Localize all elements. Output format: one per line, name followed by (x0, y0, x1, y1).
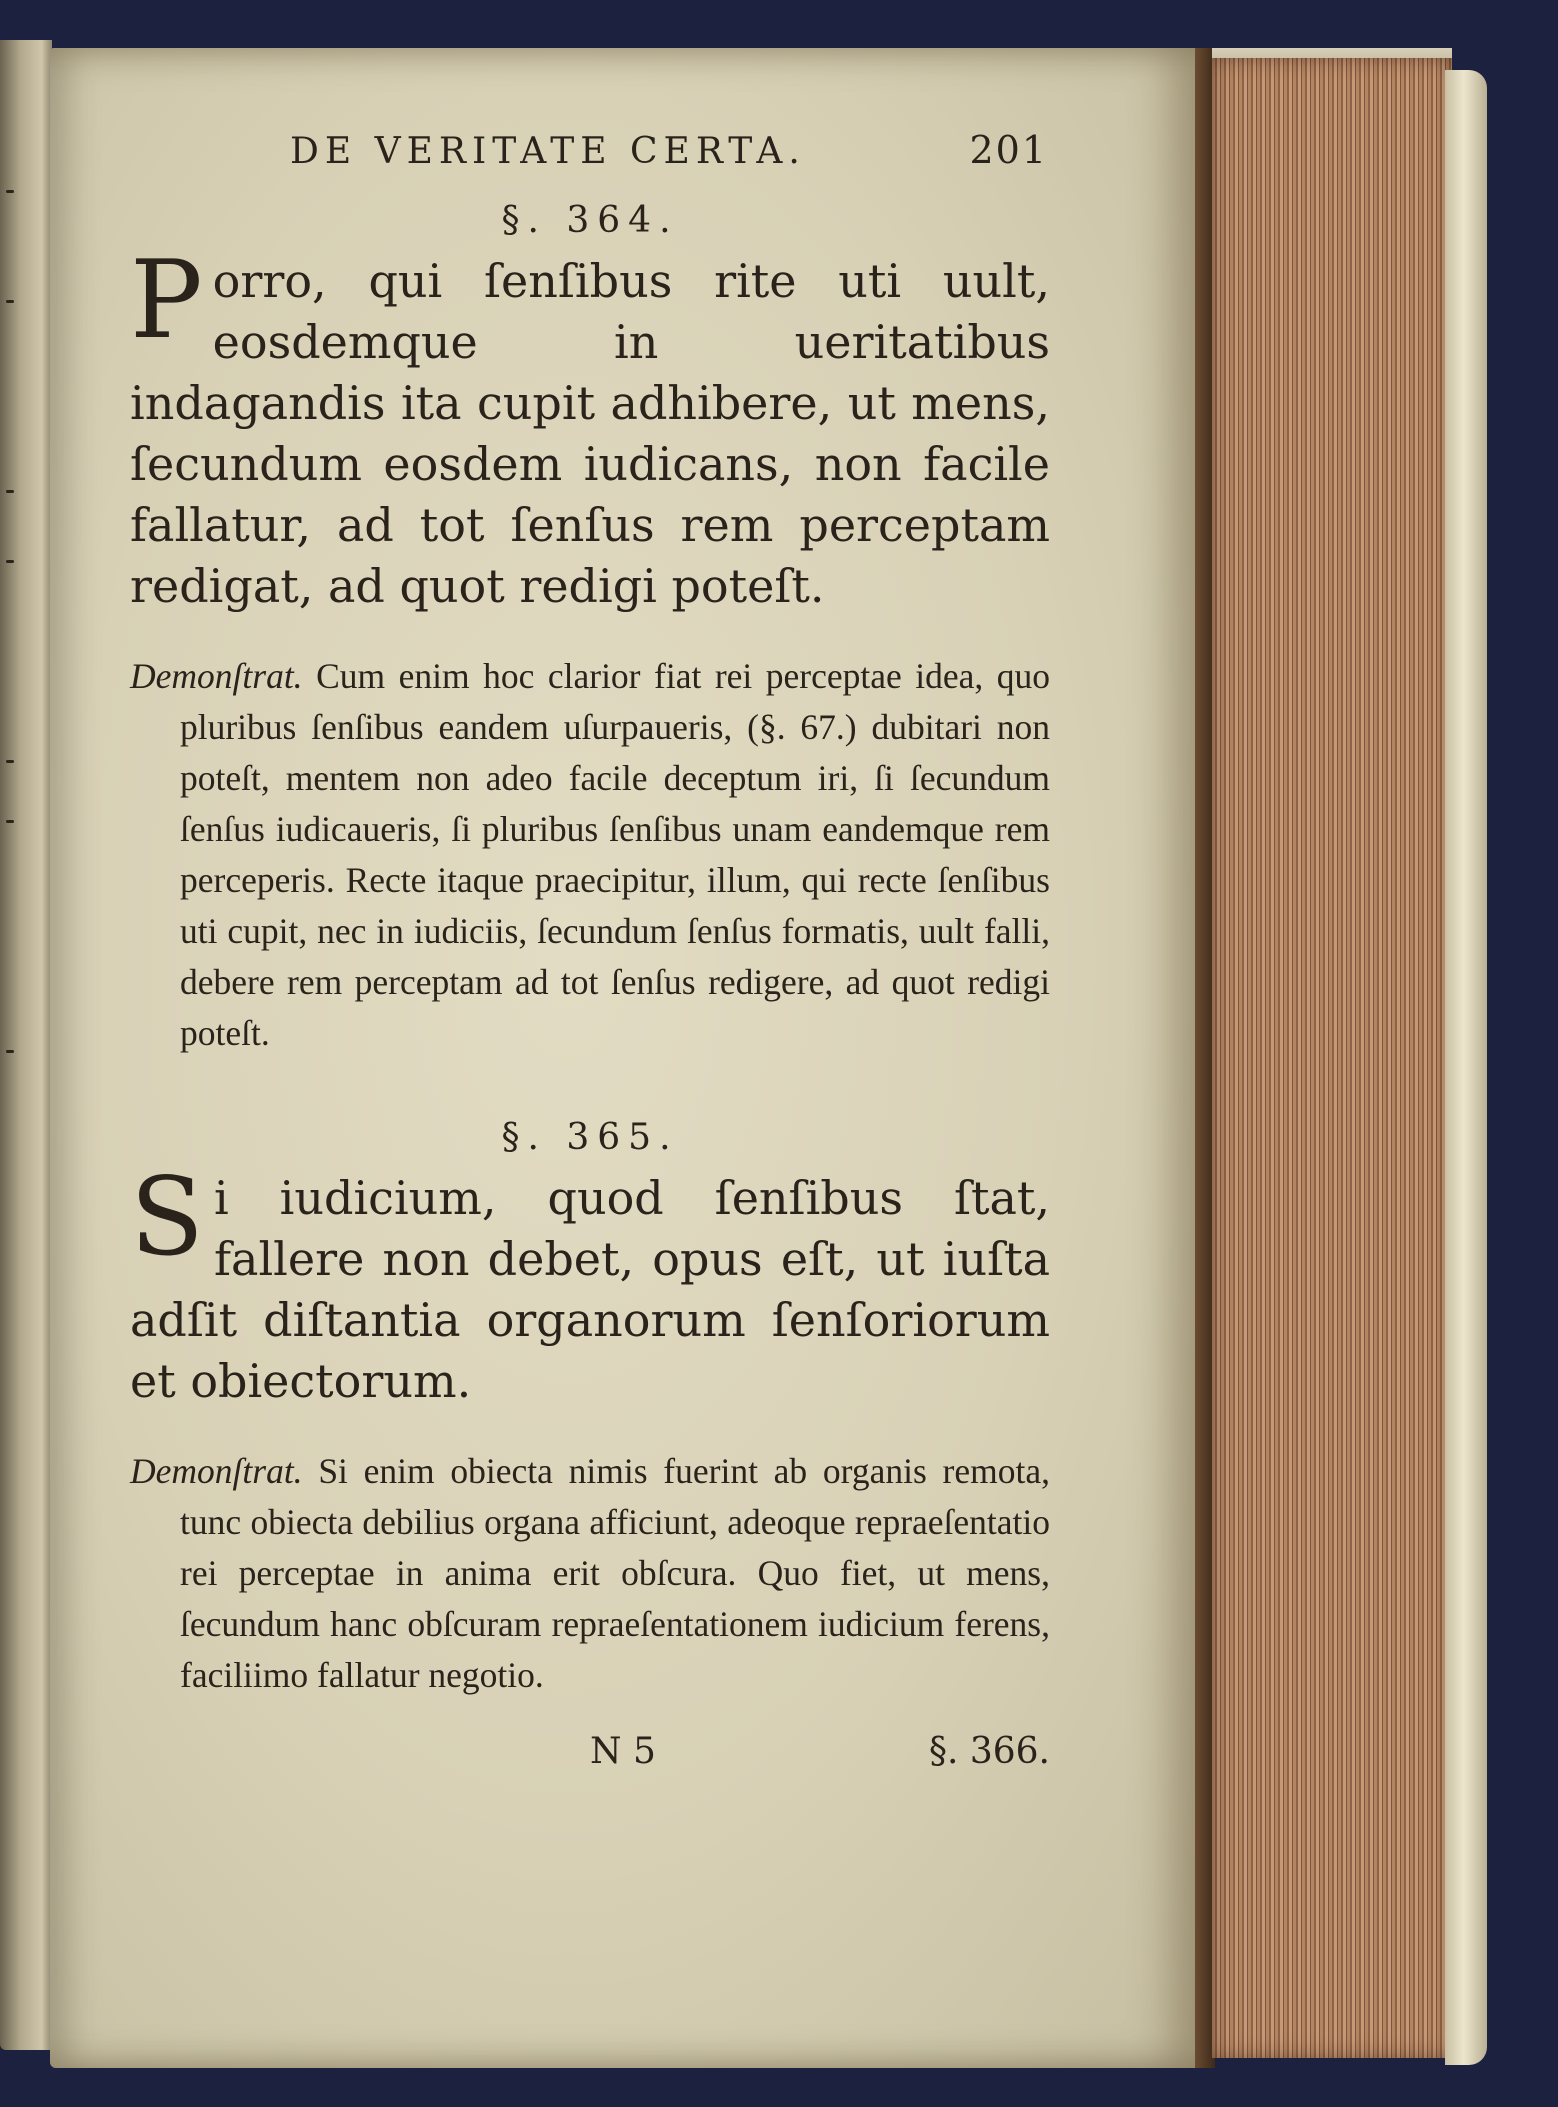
page-text (130, 128, 1050, 1772)
text-fragment (6, 760, 14, 763)
demonstration-paragraph (130, 651, 1050, 1059)
catchword: §. 366. (928, 1731, 1050, 1772)
demonstration-text: Si enim obiecta nimis fuerint ab organis remota, tunc obiecta debilius organa afficiunt, adeoque repraeſentatio rei perceptae in anima erit obſcura. Quo fiet, ut mens, ſecundum hanc obſcuram repraeſentationem iudicium ferens, faciliimo fallatur negotio. (180, 1451, 1050, 1695)
proposition-text: i iudicium, quod ſenſibus ſtat, fallere non debet, opus eſt, ut iuſta adſit diſtantia organorum ſenſoriorum et obiectorum. (130, 1171, 1050, 1408)
section-number: §. 364. (501, 200, 679, 241)
page-footer (130, 1731, 1050, 1772)
text-fragment (6, 190, 14, 193)
running-title: DE VERITATE CERTA. (290, 131, 806, 172)
text-fragment (6, 820, 14, 823)
proposition-paragraph (130, 1155, 1050, 1412)
page-edges (1212, 58, 1452, 2058)
text-fragment (6, 560, 14, 563)
text-fragment (6, 300, 14, 303)
left-page-edge (0, 40, 52, 2050)
book-cover-edge (1445, 70, 1487, 2065)
drop-cap: P (130, 238, 203, 363)
demonstration-paragraph (130, 1446, 1050, 1701)
drop-cap: S (130, 1155, 204, 1280)
page-number: 201 (969, 128, 1048, 172)
section-number: §. 365. (501, 1117, 679, 1158)
demonstration-label: Demonſtrat. (130, 1451, 303, 1491)
signature-mark: N 5 (590, 1731, 656, 1772)
text-fragment (6, 1050, 14, 1053)
proposition-text: orro, qui ſenſibus rite uti uult, eosdemque in ueritatibus indagandis ita cupit adhibere, ut mens, ſecundum eosdem iudicans, non facile fallatur, ad tot ſenſus rem perceptam redigat, ad quot redigi poteſt. (130, 254, 1050, 613)
proposition-paragraph (130, 238, 1050, 617)
text-fragment (6, 490, 14, 493)
demonstration-label: Demonſtrat. (130, 656, 303, 696)
demonstration-text: Cum enim hoc clarior fiat rei perceptae idea, quo pluribus ſenſibus eandem uſurpaueris, (§. 67.) dubitari non poteſt, mentem non adeo facile deceptum iri, ſi ſecundum ſenſus iudicaueris, ſi pluribus ſenſibus unam eandemque rem perceperis. Recte itaque praecipitur, illum, qui recte ſenſibus uti cupit, nec in iudiciis, ſecundum ſenſus formatis, uult falli, debere rem perceptam ad tot ſenſus redigere, ad quot redigi poteſt. (180, 656, 1050, 1053)
running-header (290, 128, 1048, 172)
